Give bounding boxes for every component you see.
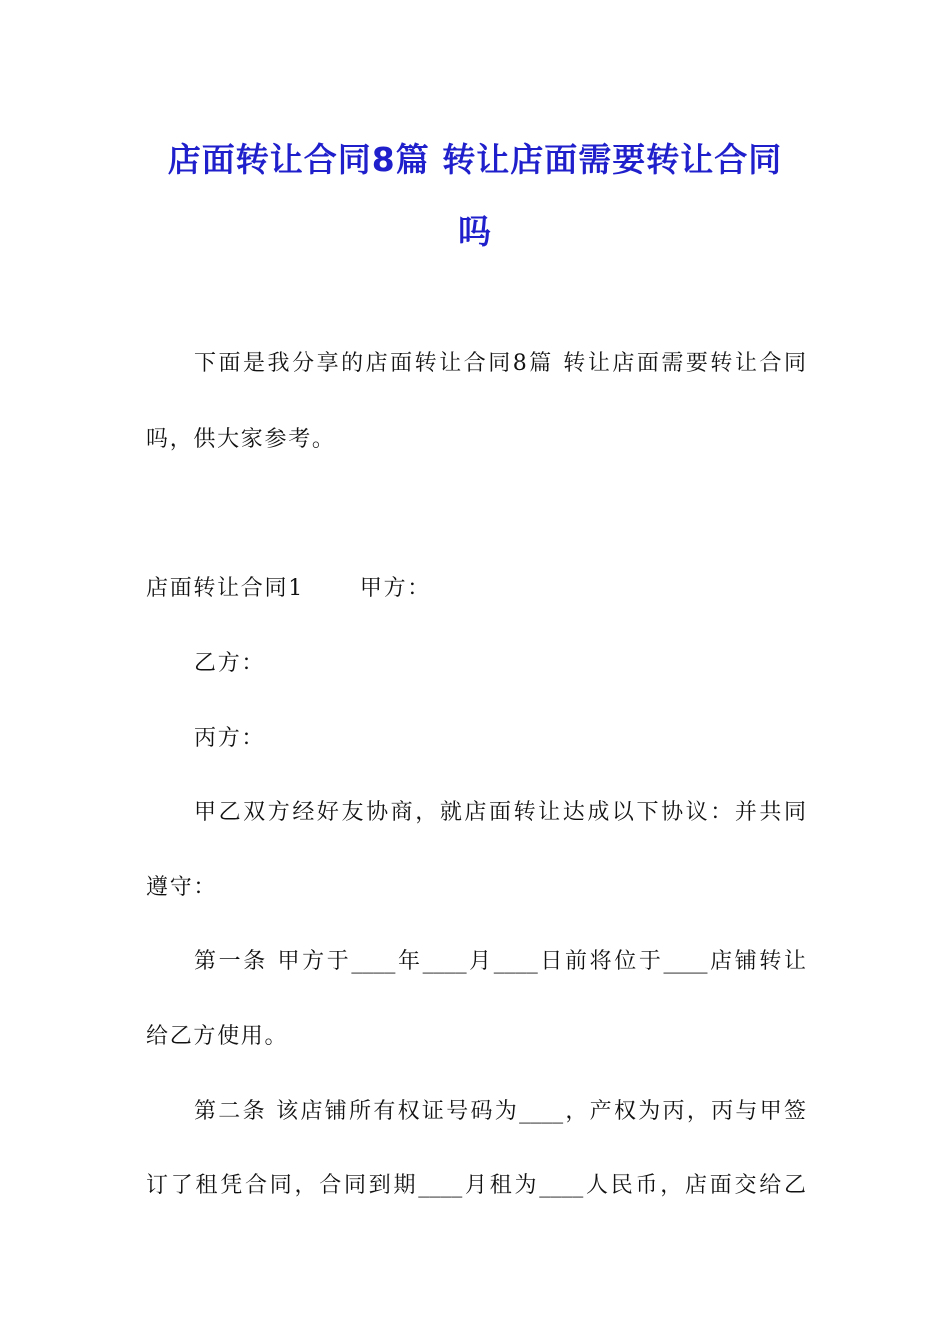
party-c-label: 丙方： <box>194 726 266 751</box>
party-b-label: 乙方： <box>194 651 266 676</box>
article2-line1: 第二条 该店铺所有权证号码为____，产权为丙，丙与甲签 <box>194 1099 806 1124</box>
article1-line2: 给乙方使用。 <box>146 1024 289 1049</box>
document-title-line2: 吗 <box>458 212 492 251</box>
section-heading-row <box>146 571 806 602</box>
document-title-line1: 店面转让合同8篇 转让店面需要转让合同 <box>167 140 783 179</box>
section-heading: 店面转让合同1 <box>146 576 304 601</box>
intro-line2: 吗，供大家参考。 <box>146 427 336 452</box>
party-a-label: 甲方： <box>359 576 432 601</box>
para1-line2: 遵守： <box>146 875 218 900</box>
article1-line1: 第一条 甲方于____年____月____日前将位于____店铺转让 <box>194 949 806 974</box>
article2-line2: 订了租凭合同，合同到期____月租为____人民币，店面交给乙 <box>146 1173 806 1198</box>
intro-line1: 下面是我分享的店面转让合同8篇 转让店面需要转让合同 <box>194 351 806 376</box>
para1-line1: 甲乙双方经好友协商，就店面转让达成以下协议：并共同 <box>194 800 806 825</box>
